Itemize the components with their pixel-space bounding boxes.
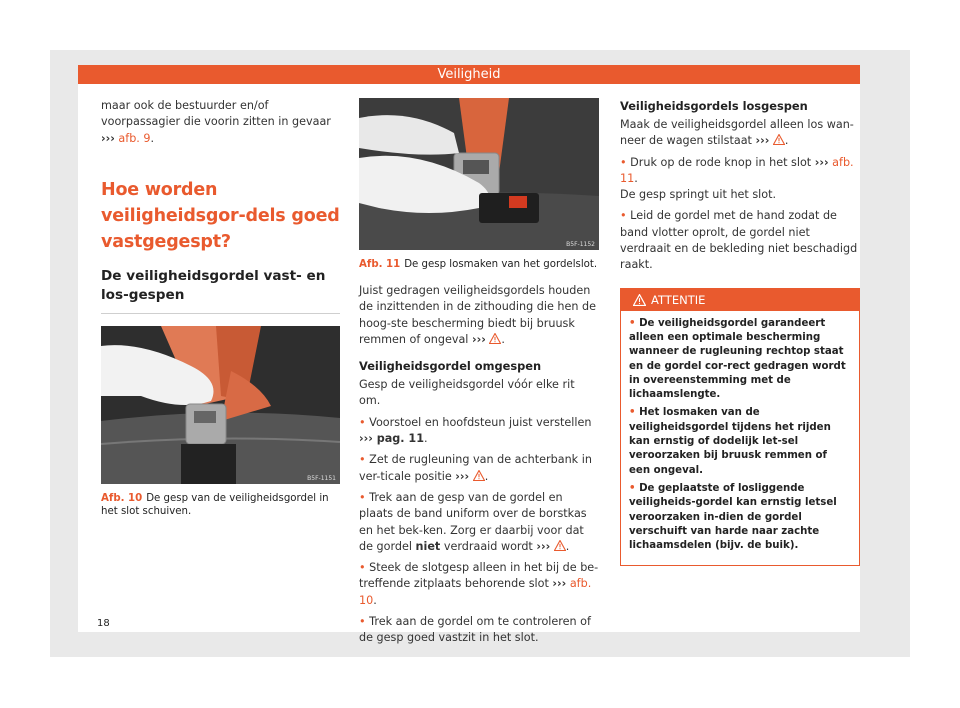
warning-icon bbox=[554, 540, 566, 551]
figure-tag: B5F-1152 bbox=[566, 241, 595, 248]
intro-paragraph: Juist gedragen veiligheidsgordels houden de inzittenden in de zithouding die hen de hoog-ste bescherming biedt bij bruusk remmen of ongeval ››› . bbox=[359, 284, 596, 346]
figure-11 bbox=[359, 98, 599, 250]
unfasten-heading: Veiligheidsgordels losgespen bbox=[620, 99, 808, 113]
intro-text: maar ook de bestuurder en/of voorpassagier die voorin zitten in gevaar ››› afb. 9. bbox=[101, 99, 331, 145]
fasten-intro: Gesp de veiligheidsgordel vóór elke rit om. bbox=[359, 378, 575, 408]
column-1 bbox=[101, 98, 340, 518]
fig-link[interactable]: afb. 10 bbox=[359, 577, 592, 607]
column-3 bbox=[620, 98, 860, 566]
fig-link[interactable]: afb. 11 bbox=[620, 155, 854, 185]
warning-icon bbox=[633, 294, 646, 306]
subsection-heading: De veiligheidsgordel vast- en los-gespen bbox=[101, 267, 326, 303]
divider bbox=[101, 313, 340, 314]
warning-icon bbox=[473, 470, 485, 481]
section-header: Veiligheid bbox=[78, 65, 860, 84]
list-item: • Trek aan de gesp van de gordel en plaats de band uniform over de borstkas en het bek-ken. Zorg er daarbij voor dat de gordel niet verdraaid wordt ››› . bbox=[359, 490, 587, 553]
fig-link[interactable]: afb. 9 bbox=[114, 131, 151, 145]
buckle-release-illustration bbox=[359, 98, 599, 250]
warning-icon bbox=[773, 134, 785, 145]
warning-item: • Het losmaken van de veiligheidsgordel tijdens het rijden kan ernstig of dodelijk let-sel veroorzaken bij bruusk remmen of een ongeval. bbox=[629, 407, 831, 476]
figure-11-caption: Afb. 11 De gesp losmaken van het gordelslot. bbox=[359, 259, 598, 270]
figure-10 bbox=[101, 326, 340, 484]
warning-item: • De geplaatste of losliggende veiligheids-gordel kan ernstig letsel veroorzaken in-dien de gordel verschuift van harde naar zachte lichaamsdelen (bijv. de buik). bbox=[629, 482, 837, 552]
warning-item: • De veiligheidsgordel garandeert alleen een optimale bescherming wanneer de rugleuning rechtop staat en de gordel cor-rect gedragen wordt in overeenstemming met de lichaamslengte. bbox=[629, 317, 846, 401]
unfasten-intro: Maak de veiligheidsgordel alleen los wan-neer de wagen stilstaat ››› . bbox=[620, 118, 854, 148]
fasten-heading: Veiligheidsgordel omgespen bbox=[359, 359, 542, 374]
column-2 bbox=[359, 98, 599, 647]
figure-tag: B5F-1151 bbox=[307, 474, 336, 482]
buckle-insert-illustration bbox=[101, 326, 340, 484]
section-heading: Hoe worden veiligheidsgor-dels goed vastgegespt? bbox=[101, 179, 340, 252]
list-item: • Zet de rugleuning van de achterbank in ver-ticale positie ››› . bbox=[359, 453, 592, 483]
list-item: • Druk op de rode knop in het slot ››› afb. 11. De gesp springt uit het slot. bbox=[620, 155, 854, 202]
page-number: 18 bbox=[97, 618, 110, 629]
list-item: • Trek aan de gordel om te controleren of de gesp goed vastzit in het slot. bbox=[359, 615, 591, 645]
list-item: • Voorstoel en hoofdsteun juist verstellen ››› pag. 11. bbox=[359, 415, 592, 446]
list-item: • Steek de slotgesp alleen in het bij de be-treffende zitplaats behorende slot ››› afb. 10. bbox=[359, 561, 599, 607]
figure-10-caption: Afb. 10 De gesp van de veiligheidsgordel in het slot schuiven. bbox=[101, 492, 329, 517]
list-item: • Leid de gordel met de hand zodat de band vlotter oprolt, de gordel niet verdraait en de bekleding niet beschadigd raakt. bbox=[620, 209, 858, 272]
warning-icon bbox=[489, 333, 501, 344]
warning-box bbox=[620, 288, 860, 567]
page-link[interactable]: ››› pag. 11 bbox=[359, 432, 425, 446]
warning-box-header: ATTENTIE bbox=[621, 289, 859, 311]
